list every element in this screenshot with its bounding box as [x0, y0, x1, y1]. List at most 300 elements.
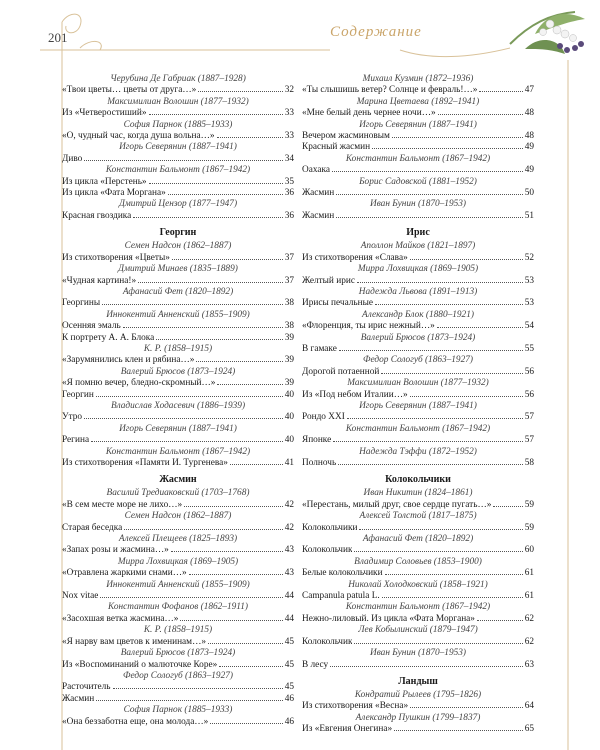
poem-title: Вечером жасминовым [302, 131, 390, 142]
poem-title: Утро [62, 412, 83, 423]
poem-title: «В сем месте море не лихо…» [62, 499, 183, 510]
author-name: Александр Блок (1880–1921) [362, 309, 474, 320]
page-ref: 32 [284, 85, 294, 96]
left-column [62, 74, 294, 728]
page-ref: 53 [524, 275, 534, 286]
poem-title: Осенняя эмаль [62, 321, 121, 332]
leader-dots [102, 304, 283, 305]
leader-dots [149, 183, 283, 184]
poem-title: Оахака [302, 165, 330, 176]
author-name: Борис Садовской (1881–1952) [359, 176, 477, 187]
leader-dots [410, 259, 523, 260]
poem-title: «Перестань, милый друг, свое сердце пугать…» [302, 499, 492, 510]
page-ref: 62 [524, 636, 534, 647]
author-name: К. Р. (1858–1915) [143, 343, 213, 354]
leader-dots [217, 137, 283, 138]
poem-title: Из «Под небом Италии…» [302, 389, 408, 400]
author-name: София Парнок (1885–1933) [123, 119, 233, 130]
toc-entry [302, 602, 534, 625]
toc-entry [302, 534, 534, 557]
page-ref: 43 [284, 545, 294, 556]
section-heading: Жасмин [159, 474, 197, 486]
toc-line[interactable] [62, 390, 294, 401]
toc-line[interactable] [302, 165, 534, 176]
leader-dots [336, 194, 523, 195]
poem-title: Из «Евгения Онегина» [302, 724, 393, 735]
toc-line[interactable] [302, 724, 534, 735]
leader-dots [333, 441, 522, 442]
poem-title: «Она беззаботна еще, она молода…» [62, 716, 209, 727]
poem-title: Георгины [62, 298, 101, 309]
page-ref: 63 [524, 659, 534, 670]
leader-dots [357, 282, 523, 283]
poem-title: Георгин [62, 389, 94, 400]
leader-dots [198, 91, 282, 92]
page-ref: 39 [284, 332, 294, 343]
toc-entry [62, 580, 294, 603]
leader-dots [91, 441, 283, 442]
leader-dots [156, 339, 282, 340]
poem-title: Колокольчик [302, 545, 353, 556]
page-ref: 56 [524, 366, 534, 377]
toc-line[interactable] [62, 355, 294, 366]
toc-line[interactable] [302, 614, 534, 625]
poem-title: Из цикла «Перстень» [62, 176, 147, 187]
poem-title: «Флоренция, ты ирис нежный…» [302, 321, 435, 332]
author-name: Мирра Лохвицкая (1869–1905) [117, 556, 239, 567]
toc-line[interactable] [62, 298, 294, 309]
leader-dots [339, 350, 523, 351]
poem-title: «Я нарву вам цветов к именинам…» [62, 636, 207, 647]
author-name: К. Р. (1858–1915) [143, 625, 213, 636]
leader-dots [336, 217, 523, 218]
page-ref: 64 [524, 701, 534, 712]
author-name: Марина Цветаева (1892–1941) [356, 96, 480, 107]
poem-title: «Запах розы и жасмина…» [62, 545, 169, 556]
toc-entry [302, 333, 534, 356]
toc-line[interactable] [302, 568, 534, 579]
toc-entry [62, 97, 294, 120]
poem-title: В лесу [302, 659, 329, 670]
leader-dots [172, 259, 283, 260]
author-name: Иван Бунин (1870–1953) [370, 199, 466, 210]
author-name: Игорь Северянин (1887–1941) [119, 142, 237, 153]
page-ref: 61 [524, 591, 534, 602]
leader-dots [385, 574, 523, 575]
poem-title: Диво [62, 153, 83, 164]
page-number: 201 [48, 30, 68, 45]
toc-line[interactable] [62, 568, 294, 579]
toc-line[interactable] [62, 276, 294, 287]
page-ref: 48 [524, 131, 534, 142]
leader-dots [96, 396, 283, 397]
page-ref: 43 [284, 568, 294, 579]
poem-title: Ирисы печальные [302, 298, 374, 309]
toc-entry [302, 690, 534, 713]
toc-line[interactable] [302, 412, 534, 423]
toc-entry [302, 355, 534, 378]
toc-entry [302, 378, 534, 401]
author-name: Игорь Северянин (1887–1941) [119, 423, 237, 434]
poem-title: Из стихотворения «Цветы» [62, 252, 170, 263]
page-ref: 44 [284, 591, 294, 602]
toc-line[interactable] [62, 637, 294, 648]
leader-dots [171, 551, 283, 552]
toc-line[interactable] [62, 108, 294, 119]
leader-dots [410, 707, 523, 708]
toc-line[interactable] [302, 298, 534, 309]
toc-entry [302, 625, 534, 648]
section-heading: Ирис [406, 227, 430, 239]
toc-entry [62, 705, 294, 728]
page-ref: 55 [524, 343, 534, 354]
author-name: Константин Бальмонт (1867–1942) [345, 602, 491, 613]
toc-entry [62, 648, 294, 671]
leader-dots [133, 217, 282, 218]
author-name: Иван Бунин (1870–1953) [370, 648, 466, 659]
author-name: Иннокентий Анненский (1855–1909) [106, 309, 250, 320]
author-name: Николай Холодковский (1858–1921) [348, 579, 488, 590]
author-name: Константин Фофанов (1862–1911) [108, 602, 248, 613]
page-ref: 50 [524, 188, 534, 199]
toc-line[interactable] [62, 435, 294, 446]
page-ref: 40 [284, 389, 294, 400]
toc-entry [302, 120, 534, 154]
toc-entry [62, 488, 294, 511]
leader-dots [217, 384, 282, 385]
poem-title: «О, чудный час, когда душа вольна…» [62, 131, 215, 142]
toc-line[interactable] [62, 523, 294, 534]
leader-dots [180, 620, 282, 621]
leader-dots [332, 171, 523, 172]
page-ref: 62 [524, 613, 534, 624]
section-heading: Колокольчики [385, 474, 451, 486]
toc-line[interactable] [62, 500, 294, 511]
toc-entry [302, 97, 534, 120]
poem-title: «Ты слышишь ветер? Солнце и февраль!…» [302, 85, 478, 96]
toc-line[interactable] [62, 682, 294, 693]
poem-title: Расточитель [62, 682, 111, 693]
leader-dots [219, 666, 282, 667]
toc-entry [302, 648, 534, 671]
leader-dots [381, 373, 522, 374]
leader-dots [330, 666, 523, 667]
toc-line[interactable] [62, 177, 294, 188]
toc-entry [62, 671, 294, 705]
page-ref: 38 [284, 321, 294, 332]
poem-title: Nox vitae [62, 591, 99, 602]
poem-title: Колокольчик [302, 636, 353, 647]
toc-line[interactable] [62, 694, 294, 705]
page-ref: 39 [284, 378, 294, 389]
toc-line[interactable] [62, 188, 294, 199]
toc-entry [302, 287, 534, 310]
leader-dots [196, 361, 282, 362]
toc-line[interactable] [302, 701, 534, 712]
leader-dots [208, 643, 283, 644]
poem-title: Из стихотворения «Слава» [302, 252, 408, 263]
author-name: Иннокентий Анненский (1855–1909) [106, 579, 250, 590]
author-name: Иван Никитин (1824–1861) [363, 488, 473, 499]
author-name: Афанасий Фет (1820–1892) [122, 286, 234, 297]
leader-dots [123, 327, 283, 328]
poem-title: Желтый ирис [302, 275, 355, 286]
poem-title: Старая беседка [62, 522, 123, 533]
page-ref: 53 [524, 298, 534, 309]
leader-dots [359, 529, 522, 530]
author-name: Алексей Плещеев (1825–1893) [118, 534, 238, 545]
toc-entry [62, 602, 294, 625]
leader-dots [338, 464, 523, 465]
toc-line[interactable] [302, 435, 534, 446]
toc-line[interactable] [302, 591, 534, 602]
poem-title: «Засохшая ветка жасмина…» [62, 613, 179, 624]
toc-entry [62, 557, 294, 580]
toc-line[interactable] [302, 276, 534, 287]
toc-line[interactable] [62, 412, 294, 423]
toc-entry [62, 264, 294, 287]
page-ref: 59 [524, 522, 534, 533]
toc-entry [62, 424, 294, 447]
toc-line[interactable] [62, 614, 294, 625]
toc-line[interactable] [302, 142, 534, 153]
author-name: Василий Тредиаковский (1703–1768) [106, 488, 250, 499]
author-name: Афанасий Фет (1820–1892) [362, 534, 474, 545]
leader-dots [438, 114, 523, 115]
toc-line[interactable] [302, 545, 534, 556]
page-ref: 47 [524, 85, 534, 96]
poem-title: «Мне белый день чернее ночи…» [302, 108, 436, 119]
toc-line[interactable] [62, 660, 294, 671]
toc-entry [302, 488, 534, 511]
toc-entry [62, 165, 294, 199]
page-ref: 51 [524, 210, 534, 221]
toc-line[interactable] [302, 344, 534, 355]
author-name: Константин Бальмонт (1867–1942) [105, 446, 251, 457]
page-ref: 57 [524, 412, 534, 423]
page-ref: 45 [284, 659, 294, 670]
author-name: Александр Пушкин (1799–1837) [355, 712, 481, 723]
poem-title: Полночь [302, 458, 337, 468]
toc-entry [62, 534, 294, 557]
page-ref: 45 [284, 636, 294, 647]
poem-title: «Зарумянились клен и рябина…» [62, 355, 195, 366]
author-name: Максимилиан Волошин (1877–1932) [107, 96, 249, 107]
poem-title: Красная гвоздика [62, 210, 132, 221]
leader-dots [184, 506, 283, 507]
toc-line[interactable] [62, 85, 294, 96]
author-name: Надежда Тэффи (1872–1952) [359, 446, 477, 457]
toc-line[interactable] [302, 367, 534, 378]
page-ref: 44 [284, 613, 294, 624]
toc-entry [62, 344, 294, 367]
toc-line[interactable] [302, 660, 534, 671]
page-ref: 40 [284, 412, 294, 423]
page-ref: 61 [524, 568, 534, 579]
toc-entry [62, 142, 294, 165]
page-ref: 41 [284, 458, 294, 468]
page-ref: 48 [524, 108, 534, 119]
leader-dots [210, 723, 282, 724]
toc-line[interactable] [62, 321, 294, 332]
poem-title: В гамаке [302, 343, 337, 354]
author-name: Аполлон Майков (1821–1897) [360, 241, 476, 252]
toc-line[interactable] [62, 253, 294, 264]
page-ref: 54 [524, 321, 534, 332]
leader-dots [437, 327, 523, 328]
leader-dots [392, 137, 523, 138]
toc-entry [302, 177, 534, 200]
poem-title: Из стихотворения «Весна» [302, 701, 409, 712]
page-ref: 37 [284, 252, 294, 263]
author-name: София Парнок (1885–1933) [123, 705, 233, 716]
toc-line[interactable] [302, 523, 534, 534]
toc-line[interactable] [302, 108, 534, 119]
author-name: Валерий Брюсов (1873–1924) [120, 366, 236, 377]
poem-title: Нежно-лиловый. Из цикла «Фата Моргана» [302, 613, 475, 624]
poem-title: Жасмин [302, 210, 335, 221]
author-name: Алексей Толстой (1817–1875) [359, 511, 477, 522]
author-name: Дмитрий Минаев (1835–1889) [118, 264, 238, 275]
toc-line[interactable] [62, 211, 294, 222]
page-title: Содержание [330, 24, 422, 40]
author-name: Валерий Брюсов (1873–1924) [120, 648, 236, 659]
toc-line[interactable] [302, 637, 534, 648]
poem-title: Жасмин [302, 188, 335, 199]
leader-dots [168, 194, 283, 195]
poem-title: Из «Четверостиший» [62, 108, 147, 119]
page-ref: 56 [524, 389, 534, 400]
leader-dots [372, 148, 523, 149]
toc-entry [62, 74, 294, 97]
poem-title: Японке [302, 435, 332, 446]
section-heading: Георгин [159, 227, 197, 239]
toc-line[interactable] [62, 378, 294, 389]
poem-title: Из «Воспоминаний о малюточке Коре» [62, 659, 218, 670]
toc-entry [302, 74, 534, 97]
toc-line[interactable] [302, 390, 534, 401]
poem-title: «Я помню вечер, бледно-скромный…» [62, 378, 216, 389]
poem-title: Из цикла «Фата Моргана» [62, 188, 166, 199]
toc-line[interactable] [62, 591, 294, 602]
page-ref: 45 [284, 682, 294, 693]
leader-dots [479, 91, 522, 92]
leader-dots [382, 597, 523, 598]
leader-dots [149, 114, 283, 115]
author-name: Михаил Кузмин (1872–1936) [362, 74, 474, 84]
toc-line[interactable] [302, 188, 534, 199]
page-ref: 65 [524, 724, 534, 735]
toc-entry [302, 154, 534, 177]
page-ref: 59 [524, 499, 534, 510]
toc-entry [302, 264, 534, 287]
page-ref: 36 [284, 210, 294, 221]
toc-line[interactable] [302, 131, 534, 142]
leader-dots [394, 730, 523, 731]
toc-line[interactable] [62, 154, 294, 165]
poem-title: Колокольчики [302, 522, 358, 533]
page-ref: 49 [524, 142, 534, 153]
author-name: Семен Надсон (1862–1887) [124, 511, 232, 522]
author-name: Надежда Львова (1891–1913) [358, 286, 478, 297]
author-name: Игорь Северянин (1887–1941) [359, 119, 477, 130]
toc-entry [302, 447, 534, 470]
toc-entry [62, 367, 294, 401]
toc-line[interactable] [302, 85, 534, 96]
leader-dots [410, 396, 523, 397]
toc-entry [302, 199, 534, 222]
toc-line[interactable] [302, 321, 534, 332]
author-name: Мирра Лохвицкая (1869–1905) [357, 264, 479, 275]
page-ref: 57 [524, 435, 534, 446]
toc-line[interactable] [302, 211, 534, 222]
toc-entry [62, 401, 294, 424]
poem-title: Campanula patula L. [302, 591, 380, 602]
leader-dots [113, 688, 283, 689]
toc-line[interactable] [302, 458, 534, 469]
toc-entry [302, 401, 534, 424]
page-ref: 33 [284, 108, 294, 119]
author-name: Максимилиан Волошин (1877–1932) [347, 378, 489, 389]
page-ref: 42 [284, 499, 294, 510]
poem-title: Рондо XXI [302, 412, 345, 423]
poem-title: «Твои цветы… цветы от друга…» [62, 85, 197, 96]
leader-dots [347, 418, 523, 419]
toc-entry [62, 120, 294, 143]
poem-title: Дорогой потаенной [302, 366, 380, 377]
leader-dots [189, 574, 283, 575]
toc-line[interactable] [302, 253, 534, 264]
leader-dots [493, 506, 522, 507]
toc-line[interactable] [62, 458, 294, 469]
poem-title: Регина [62, 435, 90, 446]
author-name: Валерий Брюсов (1873–1924) [360, 332, 476, 343]
poem-title: «Чудная картина!» [62, 275, 137, 286]
author-name: Константин Бальмонт (1867–1942) [105, 165, 251, 176]
toc-line[interactable] [62, 545, 294, 556]
leader-dots [100, 597, 282, 598]
leader-dots [354, 643, 522, 644]
author-name: Владислав Ходасевич (1886–1939) [110, 400, 246, 411]
poem-title: Из стихотворения «Памяти И. Тургенева» [62, 458, 228, 468]
toc-entry [62, 625, 294, 648]
page-ref: 33 [284, 131, 294, 142]
toc-entry [302, 424, 534, 447]
page-ref: 37 [284, 275, 294, 286]
toc-line[interactable] [62, 131, 294, 142]
page-ref: 52 [524, 252, 534, 263]
author-name: Игорь Северянин (1887–1941) [359, 400, 477, 411]
leader-dots [477, 620, 523, 621]
toc-line[interactable] [62, 333, 294, 344]
poem-title: Жасмин [62, 693, 95, 704]
author-name: Федор Сологуб (1863–1927) [123, 670, 233, 681]
poem-title: Белые колокольчики [302, 568, 383, 579]
leader-dots [354, 551, 522, 552]
toc-line[interactable] [62, 717, 294, 728]
page-ref: 46 [284, 693, 294, 704]
lily-of-the-valley-ornament [505, 4, 595, 64]
toc-entry [302, 713, 534, 736]
author-name: Чеpубина Де Габриак (1887–1928) [110, 74, 246, 84]
toc-entry [302, 580, 534, 603]
page-ref: 58 [524, 458, 534, 468]
toc-line[interactable] [302, 500, 534, 511]
author-name: Федор Сологуб (1863–1927) [363, 355, 473, 366]
page-ref: 34 [284, 153, 294, 164]
toc-entry [302, 511, 534, 534]
page-ref: 38 [284, 298, 294, 309]
